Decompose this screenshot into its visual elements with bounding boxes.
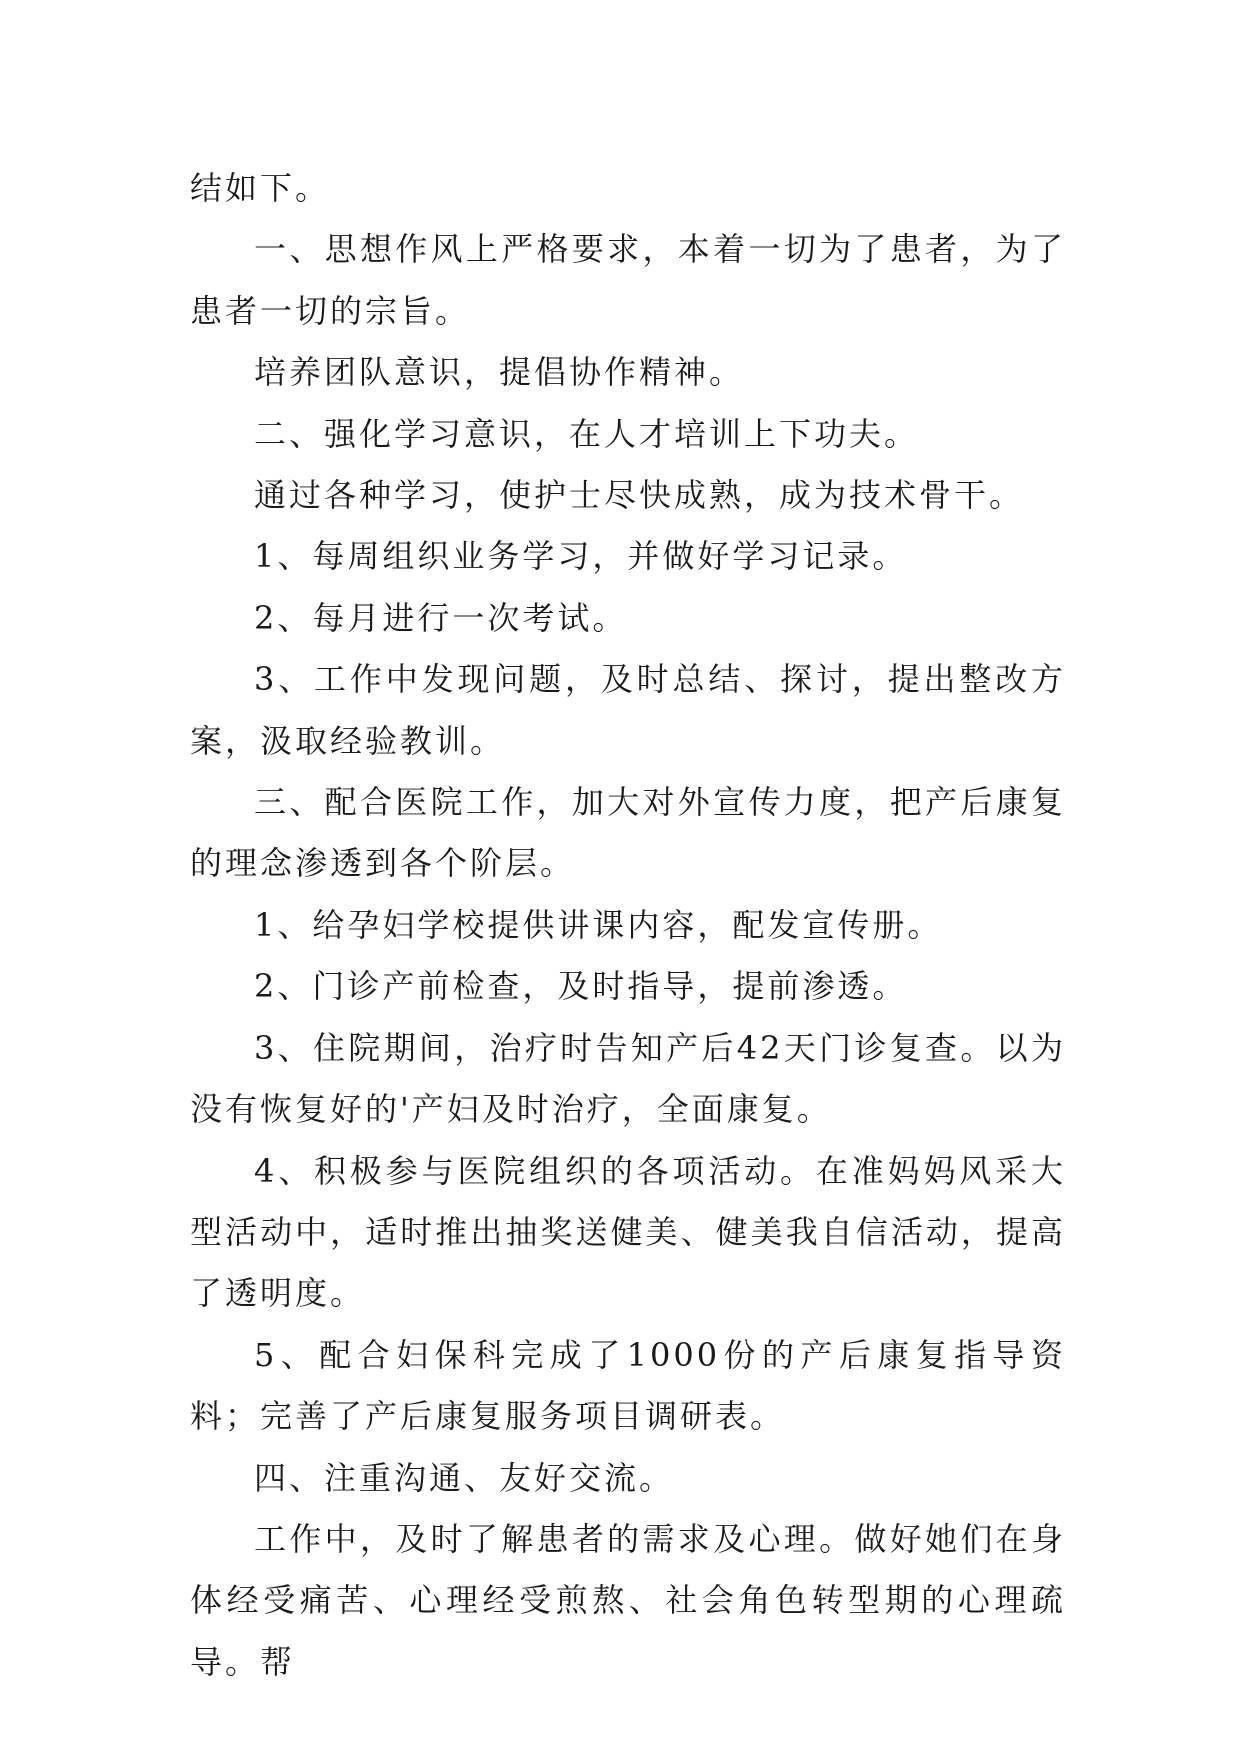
document-body [190, 158, 1066, 1693]
list-item: 2、门诊产前检查，及时指导，提前渗透。 [254, 967, 908, 1006]
list-item: 1、给孕妇学校提供讲课内容，配发宣传册。 [254, 905, 943, 944]
paragraph-section-1-heading: 一、思想作风上严格要求，本着一切为了患者，为了患者一切的宗旨。 [190, 230, 1066, 330]
paragraph: 培养团队意识，提倡协作精神。 [254, 353, 745, 392]
paragraph-section-3-heading: 三、配合医院工作，加大对外宣传力度，把产后康复的理念渗透到各个阶层。 [190, 783, 1066, 883]
paragraph: 通过各种学习，使护士尽快成熟，成为技术骨干。 [254, 476, 1025, 515]
list-item: 2、每月进行一次考试。 [254, 598, 628, 637]
list-item: 1、每周组织业务学习，并做好学习记录。 [254, 537, 908, 576]
list-item: 5、配合妇保科完成了1000份的产后康复指导资料；完善了产后康复服务项目调研表。 [190, 1335, 1066, 1436]
paragraph: 工作中，及时了解患者的需求及心理。做好她们在身体经受痛苦、心理经受煎熬、社会角色转型期的心理疏导。帮 [190, 1519, 1066, 1681]
list-item: 3、工作中发现问题，及时总结、探讨，提出整改方案，汲取经验教训。 [190, 660, 1066, 760]
paragraph-section-4-heading: 四、注重沟通、友好交流。 [254, 1458, 675, 1497]
paragraph-section-2-heading: 二、强化学习意识，在人才培训上下功夫。 [254, 414, 920, 453]
list-item: 4、积极参与医院组织的各项活动。在准妈妈风采大型活动中，适时推出抽奖送健美、健美我自信活动，提高了透明度。 [190, 1151, 1066, 1313]
paragraph-continuation: 结如下。 [190, 169, 331, 207]
list-item: 3、住院期间，治疗时告知产后42天门诊复查。以为没有恢复好的'产妇及时治疗，全面康复。 [190, 1028, 1066, 1129]
